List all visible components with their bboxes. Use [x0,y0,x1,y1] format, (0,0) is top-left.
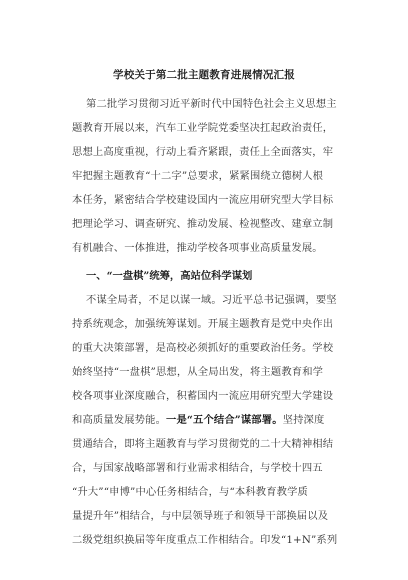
bold-phrase: 一是“五个结合”谋部署。 [166,414,283,426]
paragraph-line: 牢把握主题教育“十二字”总要求，紧紧围绕立德树人根 [72,170,324,182]
paragraph-line: 题教育开展以来，汽车工业学院党委坚决扛起政治责任， [72,122,334,134]
paragraph-line: 合，与国家战略部署和行业需求相结合，与学校十四五 [72,462,323,474]
paragraph-line: 校各项事业深度融合，积蓄国内一流应用研究型大学建设 [72,390,334,402]
paragraph-line: 不谋全局者，不足以谋一域。习近平总书记强调，要坚 [86,294,337,306]
paragraph-line: 第二批学习贯彻习近平新时代中国特色社会主义思想主 [86,98,337,110]
document-title: 学校关于第二批主题教育进展情况汇报 [113,69,295,81]
paragraph-line: 的重大决策部署，是高校必须抓好的重要政治任务。学校 [72,342,334,354]
paragraph-line: 量提升年”相结合，与中层领导班子和领导干部换届以及 [72,510,329,522]
paragraph-line: 二级党组织换届等年度重点工作相结合。印发“1+N”系列 [72,534,338,546]
paragraph-line: 始终坚持“一盘棋”思想，从全局出发，将主题教育和学 [72,366,324,378]
paragraph-line: 持系统观念，加强统筹谋划。开展主题教育是党中央作出 [72,318,334,330]
paragraph-text: 坚持深度 [282,414,325,426]
paragraph-line: 有机融合、一体推进，推动学校各项事业高质量发展。 [72,242,323,254]
paragraph-line-mixed [72,413,324,427]
section-heading: 一、“一盘棋”统筹，高站位科学谋划 [86,270,253,282]
paragraph-line: 把理论学习、调查研究、推动发展、检视整改、建章立制 [72,218,334,230]
paragraph-line: “升大”“申博”中心任务相结合，与“本科教育教学质 [72,486,309,498]
paragraph-line: 本任务，紧密结合学校建设国内一流应用研究型大学目标 [72,194,334,206]
paragraph-text: 和高质量发展势能。 [72,414,167,426]
paragraph-line: 贯通结合，即将主题教育与学习贯彻党的二十大精神相结 [72,438,334,450]
paragraph-line: 思想上高度重视，行动上看齐紧跟，责任上全面落实，牢 [72,146,334,158]
